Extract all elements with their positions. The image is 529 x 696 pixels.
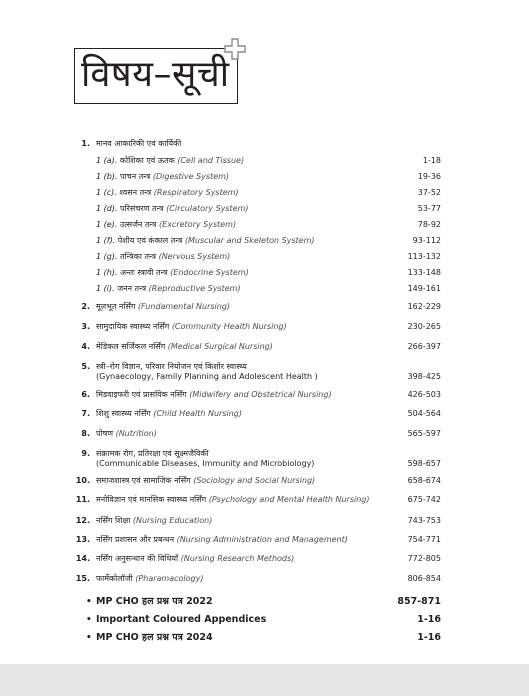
page-range: 754-771 [407,535,441,544]
chapter-number: 3. [81,322,90,331]
chapter-number: 12. [75,516,90,525]
page-range: 113-132 [407,252,441,261]
subsection-title: परिसंचरण तन्त्र [120,204,164,213]
subsection-title: तन्त्रिका तन्त्र [120,252,157,261]
chapter-english: (Pharamacology) [135,574,204,583]
subsection-title: पेशीय एवं कंकाल तन्त्र [117,236,183,245]
chapter-title: मानव आकारिकी एवं कार्यिकी [96,139,182,148]
subsection-title: श्वसन तन्त्र [119,188,152,197]
chapter-english: (Nursing Research Methods) [180,554,295,563]
page-range: 426-503 [407,390,441,399]
chapter-title: पोषण [96,429,114,438]
chapter-english: (Nursing Administration and Management) [176,535,348,544]
page-range: 565-597 [407,429,441,438]
page-range: 658-674 [407,476,441,485]
chapter-number: 10. [75,476,90,485]
chapter-english: (Psychology and Mental Health Nursing) [208,495,370,504]
chapter-title: सामुदायिक स्वास्थ्य नर्सिंग [96,322,170,331]
page-range: 857-871 [397,596,441,607]
chapter-title: मिडवाइफरी एवं प्रासविक नर्सिंग [96,390,187,399]
chapter-english: (Community Health Nursing) [171,322,287,331]
subsection-english: (Respiratory System) [153,188,239,197]
chapter-number: 6. [81,390,90,399]
subsection-number: 1 (a). [96,156,118,165]
chapter-title: मेडिकल सर्जिकल नर्सिंग [96,342,166,351]
subsection-english: (Digestive System) [152,172,230,181]
bullet-dot: • [86,633,92,643]
page-title: विषय–सूची [81,54,230,95]
page-range: 93-112 [412,236,441,245]
extra-label: Important Coloured Appendices [96,614,267,625]
subsection-english: (Reproductive System) [148,284,241,293]
chapter-number: 2. [81,302,90,311]
chapter-number: 4. [81,342,90,351]
chapter-number: 11. [75,495,90,504]
chapter-number: 14. [75,554,90,563]
extra-label: MP CHO हल प्रश्न पत्र 2022 [96,596,213,607]
chapter-number: 15. [75,574,90,583]
chapter-title: मनोविज्ञान एवं मानसिक स्वास्थ्य नर्सिंग [96,495,207,504]
chapter-title: मूलभूत नर्सिंग [96,302,136,311]
subsection-number: 1 (i). [96,284,115,293]
chapter-number: 1. [81,139,90,148]
subsection-title: जनन तन्त्र [117,284,147,293]
page-range: 772-805 [407,554,441,563]
chapter-title: नर्सिंग शिक्षा [96,516,131,525]
page-range: 266-397 [407,342,441,351]
page-range: 149-161 [407,284,441,293]
chapter-english: (Fundamental Nursing) [137,302,231,311]
chapter-english: (Medical Surgical Nursing) [167,342,273,351]
page-range: 1-16 [417,632,441,643]
page-range: 598-657 [407,459,441,468]
chapter-english: (Communicable Diseases, Immunity and Microbiology) [96,459,315,468]
chapter-title: स्त्री–रोग विज्ञान, परिवार नियोजन एवं किशोर स्वास्थ्य [96,362,247,371]
page-range: 19-36 [417,172,441,181]
chapter-number: 13. [75,535,90,544]
page-range: 504-564 [407,409,441,418]
chapter-title: संक्रामक रोग, प्रतिरक्षा एवं सूक्ष्मजैविकी [96,449,209,458]
chapter-english: (Nutrition) [115,429,157,438]
chapter-title: नर्सिंग अनुसन्धान की विधियाँ [96,554,179,563]
subsection-english: (Endocrine System) [170,268,249,277]
page-range: 53-77 [417,204,441,213]
subsection-title: कोशिका एवं ऊतक [119,156,175,165]
subsection-number: 1 (h). [96,268,118,277]
page-range: 806-854 [407,574,441,583]
page-range: 230-265 [407,322,441,331]
subsection-number: 1 (g). [96,252,118,261]
subsection-english: (Nervous System) [158,252,231,261]
subsection-english: (Cell and Tissue) [177,156,245,165]
chapter-english: (Midwifery and Obstetrical Nursing) [189,390,332,399]
chapter-title: फार्मेकोलॉजी [96,574,133,583]
chapter-english: (Nursing Education) [132,516,213,525]
subsection-title: पाचन तन्त्र [120,172,151,181]
chapter-title: नर्सिंग प्रशासन और प्रबन्धन [96,535,175,544]
page-range: 37-52 [417,188,441,197]
subsection-number: 1 (b). [96,172,118,181]
subsection-english: (Muscular and Skeleton System) [184,236,315,245]
subsection-english: (Excretory System) [159,220,237,229]
subsection-title: उत्सर्जन तन्त्र [119,220,157,229]
chapter-number: 7. [81,409,90,418]
subsection-number: 1 (f). [96,236,116,245]
page-range: 675-742 [407,495,441,504]
subsection-title: अन्तः स्त्रावी तन्त्र [120,268,168,277]
page-footer-band [0,664,529,696]
chapter-number: 8. [81,429,90,438]
page-range: 162-229 [407,302,441,311]
extra-label: MP CHO हल प्रश्न पत्र 2024 [96,632,213,643]
chapter-title: शिशु स्वास्थ्य नर्सिंग [96,409,151,418]
chapter-english: (Child Health Nursing) [153,409,242,418]
page-range: 78-92 [417,220,441,229]
subsection-english: (Circulatory System) [166,204,249,213]
page-range: 1-18 [422,156,441,165]
chapter-english: (Sociology and Social Nursing) [193,476,316,485]
chapter-title: समाजशास्त्र एवं सामाजिक नर्सिंग [96,476,191,485]
page-range: 398-425 [407,372,441,381]
chapter-number: 5. [81,362,90,371]
bullet-dot: • [86,597,92,607]
chapter-english: (Gynaecology, Family Planning and Adolescent Health ) [96,372,318,381]
chapter-number: 9. [81,449,90,458]
bullet-dot: • [86,615,92,625]
subsection-number: 1 (e). [96,220,118,229]
subsection-number: 1 (d). [96,204,118,213]
subsection-number: 1 (c). [96,188,117,197]
page-range: 743-753 [407,516,441,525]
page-range: 1-16 [417,614,441,625]
page-range: 133-148 [407,268,441,277]
